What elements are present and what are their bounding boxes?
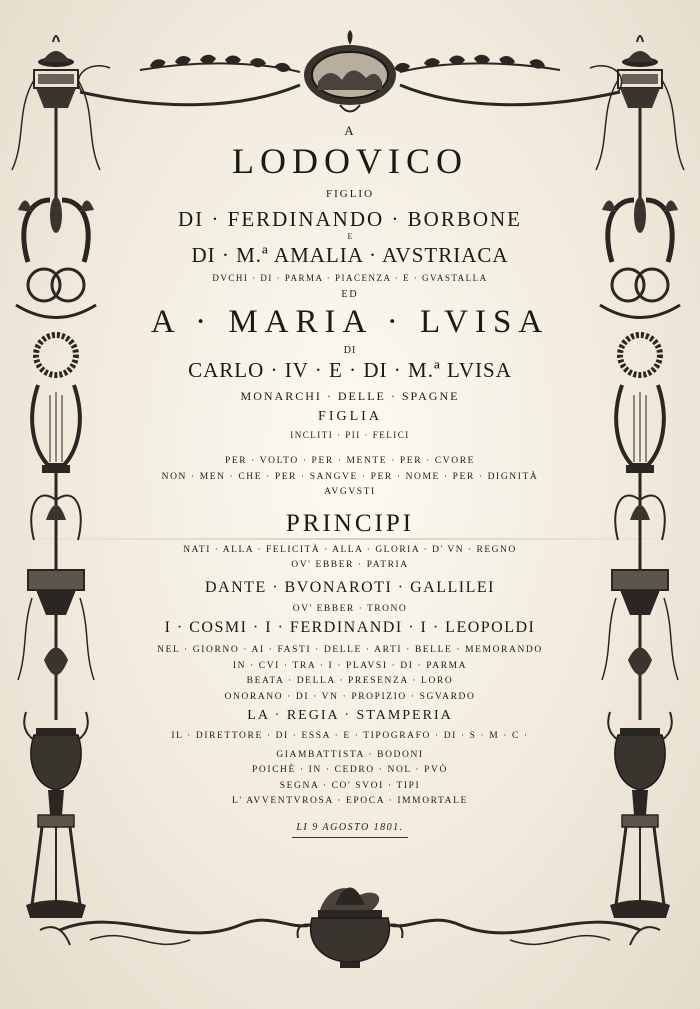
line-figlia: FIGLIA <box>318 409 382 424</box>
right-candelabra-column <box>596 36 684 918</box>
line-di: DI <box>343 345 357 356</box>
line-direttore: IL · DIRETTORE · DI · ESSA · E · TIPOGRAFO · DI · S · M · C · <box>171 731 529 741</box>
line-giambattista: GIAMBATTISTA · BODONI <box>276 749 424 760</box>
line-monarchi: MONARCHI · DELLE · SPAGNE <box>240 389 460 403</box>
line-ferdinando: DI · FERDINANDO · BORBONE <box>178 207 522 231</box>
line-ed: ED <box>341 289 359 300</box>
line-cui: IN · CVI · TRA · I · PLAVSI · DI · PARMA <box>232 660 468 671</box>
line-regia-stamperia: LA · REGIA · STAMPERIA <box>247 708 453 723</box>
line-a: A <box>344 123 356 138</box>
line-augusti: AVGVSTI <box>324 487 376 497</box>
line-amalia: DI · M.ª AMALIA · AVSTRIACA <box>191 243 509 267</box>
line-volto: PER · VOLTO · PER · MENTE · PER · CVORE <box>224 456 476 466</box>
line-carlo: CARLO · IV · E · DI · M.ª LVISA <box>188 358 512 382</box>
line-incliti: INCLITI · PII · FELICI <box>290 430 410 440</box>
line-beata: BEATA · DELLA · PRESENZA · LORO <box>246 676 454 686</box>
left-candelabra-column <box>12 36 100 918</box>
line-cosmi: I · COSMI · I · FERDINANDI · I · LEOPOLDI <box>164 619 536 636</box>
line-principi: PRINCIPI <box>285 509 415 537</box>
line-onorano: ONORANO · DI · VN · PROPIZIO · SGVARDO <box>224 691 476 702</box>
dedication-inscription <box>120 124 580 838</box>
line-e: E <box>347 232 353 241</box>
line-trono: OV' EBBER · TRONO <box>292 603 408 614</box>
line-patria: OV' EBBER · PATRIA <box>291 560 409 570</box>
line-non-men: NON · MEN · CHE · PER · SANGVE · PER · NOME · PER · DIGNITÀ <box>161 471 539 482</box>
date-underline-rule <box>292 837 408 838</box>
top-medallion-cartouche <box>304 30 396 112</box>
line-lodovico: LODOVICO <box>232 141 468 181</box>
line-segna: SEGNA · CO' SVOI · TIPI <box>279 780 421 791</box>
line-nati: NATI · ALLA · FELICITÀ · ALLA · GLORIA · D' VN · REGNO <box>183 544 517 555</box>
bottom-flaming-urn <box>298 888 403 969</box>
line-duchi: DVCHI · DI · PARMA · PIACENZA · E · GVASTALLA <box>212 273 488 283</box>
line-poiche: POICHÈ · IN · CEDRO · NOL · PVÒ <box>252 765 448 775</box>
line-maria-luisa: A · MARIA · LVISA <box>150 304 550 340</box>
line-avventurosa: L' AVVENTVROSA · EPOCA · IMMORTALE <box>232 796 468 806</box>
line-giorno: NEL · GIORNO · AI · FASTI · DELLE · ARTI · BELLE · MEMORANDO <box>157 645 543 655</box>
line-dante: DANTE · BVONAROTI · GALLILEI <box>205 578 495 596</box>
line-date: LI 9 AGOSTO 1801. <box>296 821 404 833</box>
line-figlio: FIGLIO <box>325 188 375 200</box>
